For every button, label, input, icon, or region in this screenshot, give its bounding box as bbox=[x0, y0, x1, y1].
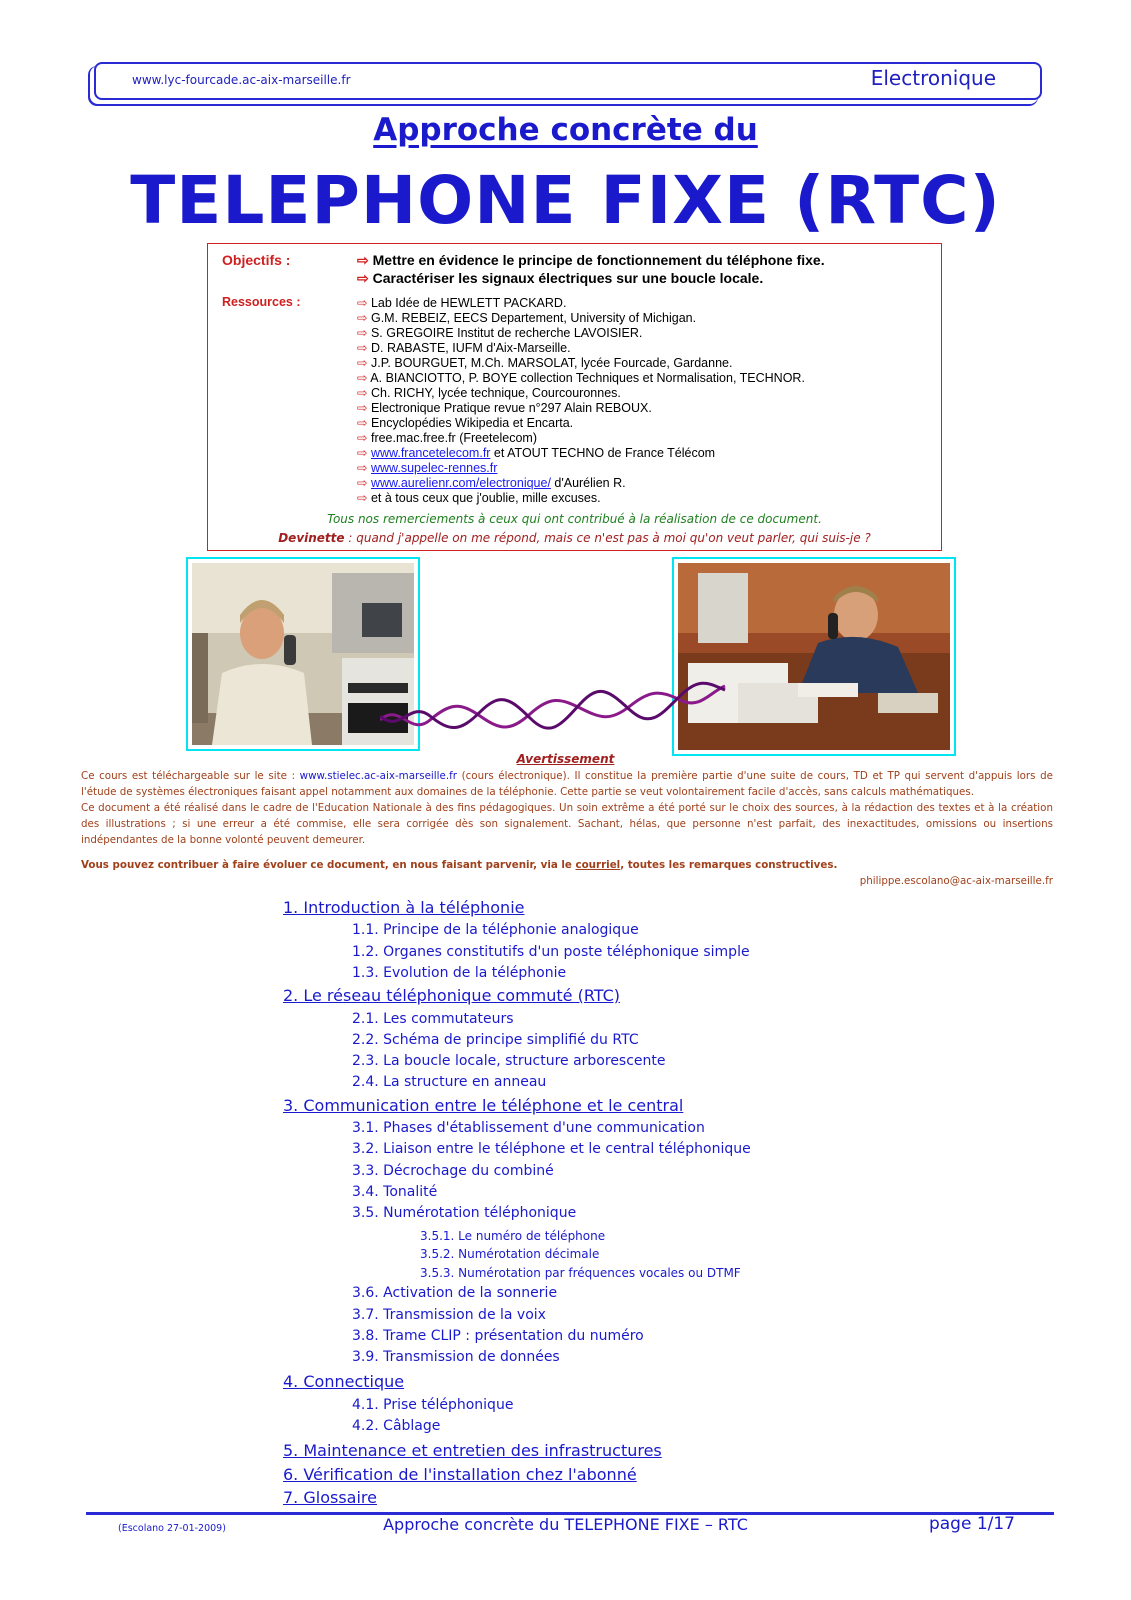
arrow-right-icon: ⇨ bbox=[357, 386, 368, 400]
toc-subsection-link[interactable]: 1.3. Evolution de la téléphonie bbox=[352, 965, 567, 981]
resource-item: ⇨ D. RABASTE, IUFM d'Aix-Marseille. bbox=[357, 341, 571, 355]
toc-subsection-link[interactable]: 1.2. Organes constitutifs d'un poste téléphonique simple bbox=[352, 944, 750, 960]
toc-subsection-link[interactable]: 4.2. Câblage bbox=[352, 1418, 441, 1434]
toc-section-link[interactable]: 4. Connectique bbox=[283, 1372, 405, 1391]
toc-section-link[interactable]: 2. Le réseau téléphonique commuté (RTC) bbox=[283, 986, 621, 1005]
arrow-right-icon: ⇨ bbox=[357, 356, 368, 370]
toc-subsubsection-link[interactable]: 3.5.1. Le numéro de téléphone bbox=[420, 1229, 606, 1243]
author-email[interactable]: philippe.escolano@ac-aix-marseille.fr bbox=[859, 875, 1053, 887]
toc-section-link[interactable]: 3. Communication entre le téléphone et le central bbox=[283, 1096, 684, 1115]
footer-page-number: page 1/17 bbox=[928, 1514, 1015, 1534]
toc-subsection-link[interactable]: 3.3. Décrochage du combiné bbox=[352, 1163, 554, 1179]
resource-item: ⇨ J.P. BOURGUET, M.Ch. MARSOLAT, lycée Fourcade, Gardanne. bbox=[357, 356, 733, 370]
resource-item bbox=[357, 460, 497, 475]
toc-subsection-link[interactable]: 4.1. Prise téléphonique bbox=[352, 1397, 514, 1413]
objective-item: ⇨ Mettre en évidence le principe de fonctionnement du téléphone fixe. bbox=[357, 252, 825, 268]
arrow-right-icon: ⇨ bbox=[357, 371, 368, 385]
arrow-right-icon: ⇨ bbox=[357, 341, 368, 355]
arrow-right-icon: ⇨ bbox=[357, 446, 368, 460]
resource-item: ⇨ Electronique Pratique revue n°297 Alain REBOUX. bbox=[357, 401, 652, 415]
title-line2: TELEPHONE FIXE (RTC) bbox=[130, 162, 1001, 239]
arrow-right-icon: ⇨ bbox=[357, 491, 368, 505]
toc-subsection-link[interactable]: 3.9. Transmission de données bbox=[352, 1349, 560, 1365]
arrow-right-icon: ⇨ bbox=[357, 461, 368, 475]
toc-subsection-link[interactable]: 3.2. Liaison entre le téléphone et le central téléphonique bbox=[352, 1141, 751, 1157]
objective-item: ⇨ Caractériser les signaux électriques sur une boucle locale. bbox=[357, 270, 764, 286]
warning-text: Ce cours est téléchargeable sur le site : www.stielec.ac-aix-marseille.fr (cours électronique). Il constitue la première partie d'une suite de cours, TD et TP qui servent d'appuis lors de l'étude de systèmes électroniques faisant appel notamment aux domaines de la téléphonie. Cette partie se veut volontairement facile d'accès, sans calculs mathématiques. Ce document a été réalisé dans le cadre de l'Education Nationale à des fins pédagogiques. Un soin extrême a été porté sur le choix des sources, à la rédaction des textes et à la création des illustrations ; si une erreur a été commise, elle sera corrigée dès son signalement. Sachant, hélas, que personne n'est parfait, des inexactitudes, omissions ou insertions indépendantes de la bonne volonté peuvent demeurer. bbox=[81, 770, 1053, 846]
toc-subsection-link[interactable]: 3.4. Tonalité bbox=[352, 1184, 438, 1200]
resource-item: ⇨ et à tous ceux que j'oublie, mille excuses. bbox=[357, 491, 601, 505]
arrow-right-icon: ⇨ bbox=[357, 431, 368, 445]
footer-title: Approche concrète du TELEPHONE FIXE – RTC bbox=[383, 1515, 748, 1534]
resource-item: ⇨ A. BIANCIOTTO, P. BOYE collection Techniques et Normalisation, TECHNOR. bbox=[357, 371, 805, 385]
supelec-link[interactable]: www.supelec-rennes.fr bbox=[370, 461, 498, 475]
thanks-text: Tous nos remerciements à ceux qui ont contribué à la réalisation de ce document. bbox=[327, 512, 822, 526]
resource-item: ⇨ S. GREGOIRE Institut de recherche LAVOISIER. bbox=[357, 326, 643, 340]
toc-section-link[interactable]: 7. Glossaire bbox=[283, 1488, 377, 1507]
title-line1: Approche concrète du bbox=[373, 112, 758, 148]
toc-subsection-link[interactable]: 2.3. La boucle locale, structure arborescente bbox=[352, 1053, 666, 1069]
contribute-text: Vous pouvez contribuer à faire évoluer ce document, en nous faisant parvenir, via le courriel, toutes les remarques constructives. bbox=[81, 859, 838, 871]
header-banner bbox=[94, 62, 1042, 100]
arrow-right-icon: ⇨ bbox=[357, 416, 368, 430]
toc-subsection-link[interactable]: 3.8. Trame CLIP : présentation du numéro bbox=[352, 1328, 644, 1344]
aurelienr-link[interactable]: www.aurelienr.com/electronique/ bbox=[370, 476, 551, 490]
toc-section-link[interactable]: 1. Introduction à la téléphonie bbox=[283, 898, 525, 917]
arrow-right-icon: ⇨ bbox=[357, 401, 368, 415]
courriel-link[interactable]: courriel bbox=[575, 859, 621, 871]
riddle-label: Devinette bbox=[278, 531, 345, 545]
francetelecom-link[interactable]: www.francetelecom.fr bbox=[370, 446, 491, 460]
toc-section-link[interactable]: 5. Maintenance et entretien des infrastructures bbox=[283, 1441, 662, 1460]
header-subject: Electronique bbox=[870, 66, 996, 90]
site-url[interactable]: www.lyc-fourcade.ac-aix-marseille.fr bbox=[132, 73, 351, 87]
warning-title: Avertissement bbox=[516, 752, 615, 766]
toc-subsubsection-link[interactable]: 3.5.2. Numérotation décimale bbox=[420, 1247, 600, 1261]
toc-subsection-link[interactable]: 3.1. Phases d'établissement d'une communication bbox=[352, 1120, 705, 1136]
resource-item: ⇨ free.mac.free.fr (Freetelecom) bbox=[357, 431, 537, 445]
toc-subsection-link[interactable]: 1.1. Principe de la téléphonie analogique bbox=[352, 922, 639, 938]
arrow-right-icon: ⇨ bbox=[357, 270, 369, 286]
resource-item: ⇨ Encyclopédies Wikipedia et Encarta. bbox=[357, 416, 574, 430]
arrow-right-icon: ⇨ bbox=[357, 296, 368, 310]
footer-author-date: (Escolano 27-01-2009) bbox=[118, 1523, 226, 1534]
objectives-label: Objectifs : bbox=[222, 252, 291, 268]
resource-item: ⇨ G.M. REBEIZ, EECS Departement, University of Michigan. bbox=[357, 311, 697, 325]
riddle-text: : quand j'appelle on me répond, mais ce n'est pas à moi qu'on veut parler, qui suis-je ? bbox=[344, 531, 871, 545]
twisted-phone-cable bbox=[380, 662, 740, 742]
objectives-box bbox=[207, 243, 942, 551]
resource-item: ⇨ www.aurelienr.com/electronique/ d'Aurélien R. bbox=[357, 476, 626, 490]
toc-subsection-link[interactable]: 3.6. Activation de la sonnerie bbox=[352, 1285, 558, 1301]
toc-subsection-link[interactable]: 2.4. La structure en anneau bbox=[352, 1074, 547, 1090]
riddle bbox=[208, 531, 941, 545]
toc-subsection-link[interactable]: 2.2. Schéma de principe simplifié du RTC bbox=[352, 1032, 639, 1048]
resource-item: ⇨ Ch. RICHY, lycée technique, Courcouronnes. bbox=[357, 386, 621, 400]
stielec-link[interactable]: www.stielec.ac-aix-marseille.fr bbox=[299, 770, 457, 782]
toc-subsection-link[interactable]: 3.7. Transmission de la voix bbox=[352, 1307, 546, 1323]
toc-subsubsection-link[interactable]: 3.5.3. Numérotation par fréquences vocales ou DTMF bbox=[420, 1266, 741, 1280]
toc-subsection-link[interactable]: 2.1. Les commutateurs bbox=[352, 1011, 514, 1027]
arrow-right-icon: ⇨ bbox=[357, 252, 369, 268]
resource-item: ⇨ Lab Idée de HEWLETT PACKARD. bbox=[357, 296, 567, 310]
arrow-right-icon: ⇨ bbox=[357, 311, 368, 325]
toc-section-link[interactable]: 6. Vérification de l'installation chez l'abonné bbox=[283, 1465, 637, 1484]
resources-label: Ressources : bbox=[222, 295, 301, 309]
arrow-right-icon: ⇨ bbox=[357, 476, 368, 490]
arrow-right-icon: ⇨ bbox=[357, 326, 368, 340]
resource-item: ⇨ www.francetelecom.fr et ATOUT TECHNO de France Télécom bbox=[357, 446, 716, 460]
toc-subsection-link[interactable]: 3.5. Numérotation téléphonique bbox=[352, 1205, 577, 1221]
